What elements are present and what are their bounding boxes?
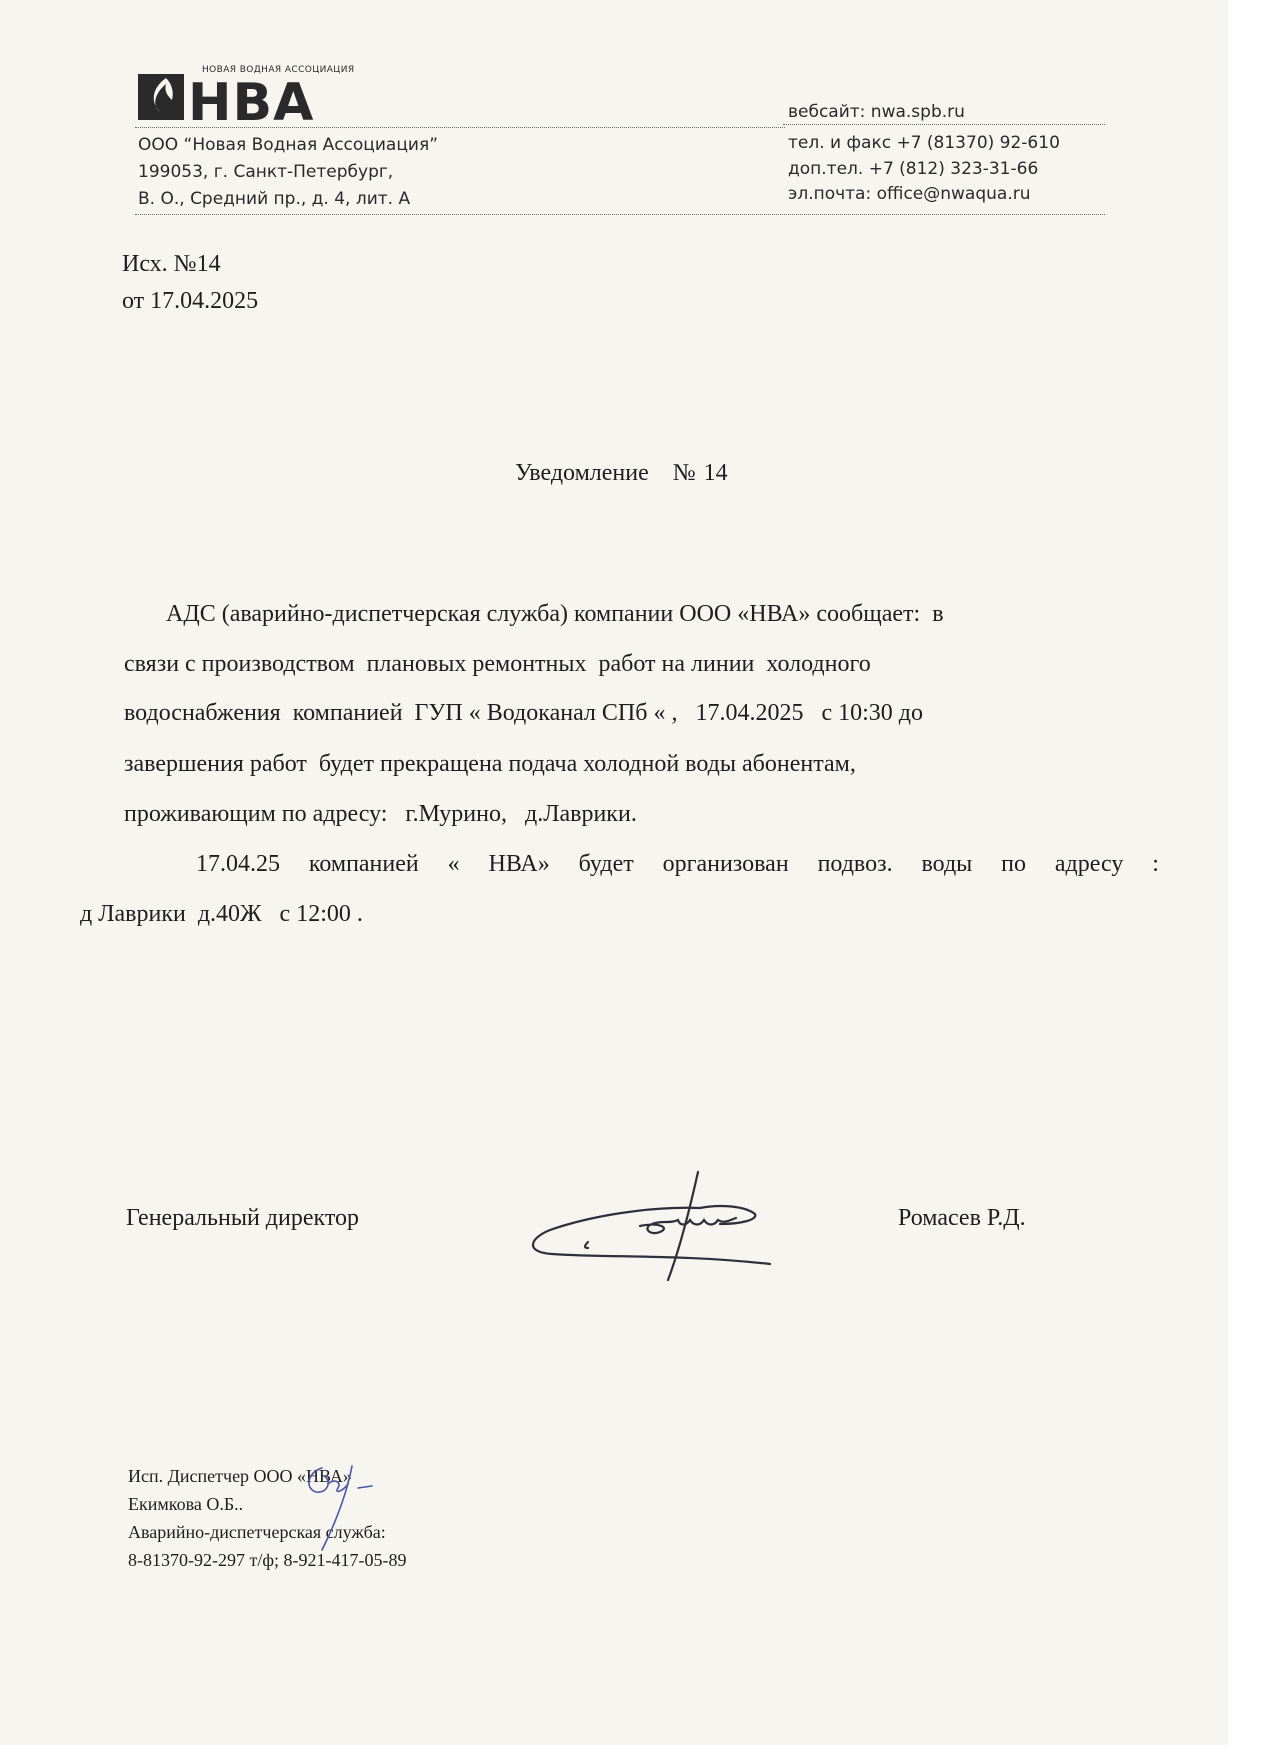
word: подвоз. [817, 851, 893, 877]
paragraph-line: проживающим по адресу: г.Мурино, д.Лаврики. [124, 801, 637, 827]
scan-margin-right [1228, 0, 1275, 1757]
outgoing-date: от 17.04.2025 [122, 288, 259, 314]
phone-fax: тел. и факс +7 (81370) 92-610 [788, 133, 1060, 153]
footer-name: Екимкова О.Б.. [128, 1494, 244, 1514]
header-divider-left [135, 127, 785, 128]
footer-executor: Исп. Диспетчер ООО «НВА» [128, 1466, 352, 1486]
word: воды [921, 851, 973, 877]
word: « [447, 851, 460, 877]
email: эл.почта: office@nwaqua.ru [788, 184, 1031, 204]
header-divider-bottom [135, 214, 1105, 215]
word: организован [662, 851, 789, 877]
website: вебсайт: nwa.spb.ru [788, 102, 965, 122]
paragraph-2-first-line [196, 851, 1159, 878]
word: НВА» [488, 851, 550, 877]
address-line-1: 199053, г. Санкт-Петербург, [138, 162, 394, 182]
footer-phones: 8-81370-92-297 т/ф; 8-921-417-05-89 [128, 1550, 407, 1570]
outgoing-number: Исх. №14 [122, 251, 221, 277]
paragraph-line: водоснабжения компанией ГУП « Водоканал СПб « , 17.04.2025 с 10:30 до [124, 700, 923, 726]
word: : [1152, 851, 1159, 877]
paragraph-line: АДС (аварийно-диспетчерская служба) компании ООО «НВА» сообщает: в [166, 601, 944, 627]
paragraph-line: связи с производством плановых ремонтных работ на линии холодного [124, 651, 871, 677]
address-line-2: В. О., Средний пр., д. 4, лит. А [138, 189, 411, 209]
header-divider-top [783, 124, 1105, 125]
word: по [1001, 851, 1027, 877]
word: будет [578, 851, 634, 877]
footer-service: Аварийно-диспетчерская служба: [128, 1522, 386, 1542]
paragraph-line: завершения работ будет прекращена подача холодной воды абонентам, [124, 751, 856, 777]
notice-title: Уведомление № 14 [515, 460, 728, 486]
director-title: Генеральный директор [126, 1205, 360, 1231]
word: адресу [1054, 851, 1124, 877]
company-logo [138, 66, 380, 126]
director-signature [530, 1168, 780, 1288]
word: компанией [308, 851, 419, 877]
logo-tagline: НОВАЯ ВОДНАЯ АССОЦИАЦИЯ [202, 65, 355, 75]
word: 17.04.25 [196, 851, 280, 877]
logo-wordmark: НВА [188, 73, 315, 126]
company-name: ООО “Новая Водная Ассоциация” [138, 135, 438, 155]
director-name: Ромасев Р.Д. [898, 1205, 1026, 1231]
extra-phone: доп.тел. +7 (812) 323-31-66 [788, 159, 1039, 179]
scan-margin-bottom [0, 1745, 1275, 1757]
paragraph-2-last-line: д Лаврики д.40Ж с 12:00 . [80, 901, 363, 927]
executor-signature [298, 1458, 388, 1553]
